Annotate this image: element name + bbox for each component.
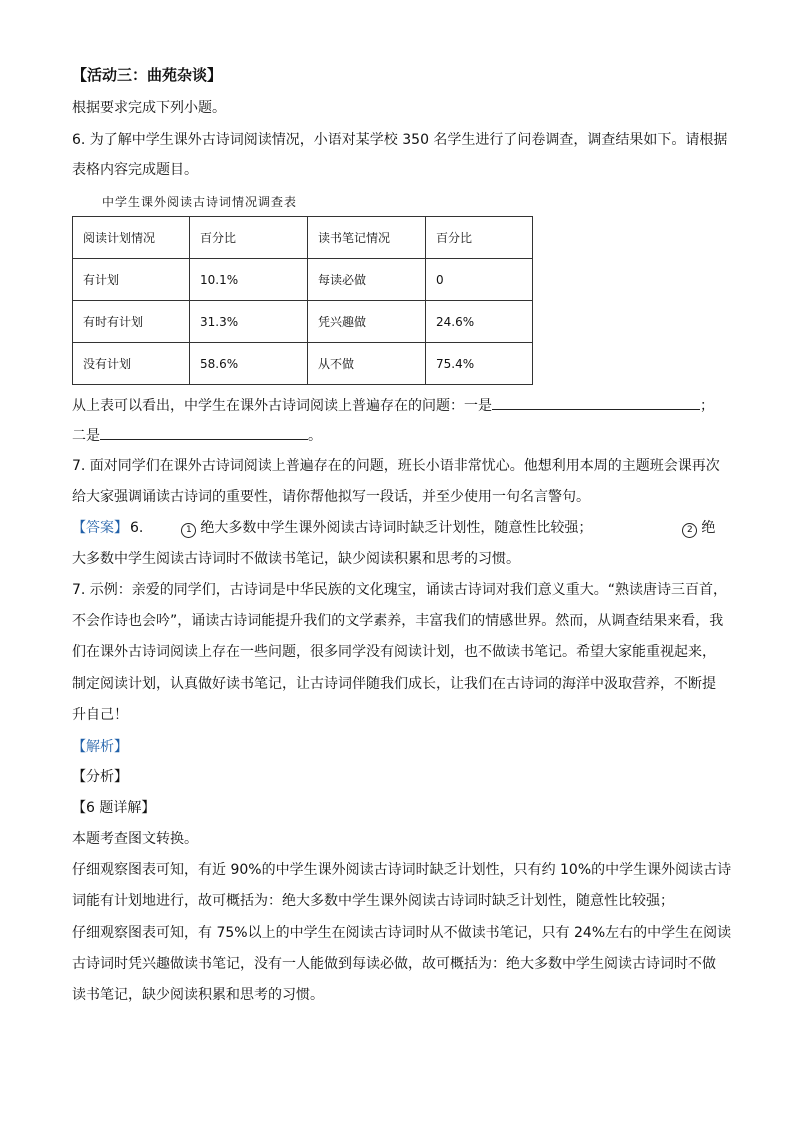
fill-blank-suffix: 。 — [308, 428, 322, 444]
table-cell: 没有计划 — [73, 343, 190, 385]
detail-line: 读书笔记，缺少阅读积累和思考的习惯。 — [72, 987, 324, 1003]
table-caption: 中学生课外阅读古诗词情况调查表 — [102, 195, 298, 209]
answer-q7-line: 7. 示例：亲爱的同学们，古诗词是中华民族的文化瑰宝，诵读古诗词对我们意义重大。“熟读唐诗三百首， — [72, 582, 728, 598]
table-header-cell: 百分比 — [426, 217, 533, 259]
table-cell: 有时有计划 — [73, 301, 190, 343]
table-cell: 24.6% — [426, 301, 533, 343]
answer-line2: 大多数中学生阅读古诗词时不做读书笔记，缺少阅读积累和思考的习惯。 — [72, 551, 520, 567]
answer-part2-start: 绝 — [701, 520, 716, 536]
instruction-text: 根据要求完成下列小题。 — [72, 100, 226, 116]
table-row — [73, 301, 533, 343]
table-cell: 从不做 — [308, 343, 426, 385]
detail-line: 仔细观察图表可知，有近 90%的中学生课外阅读古诗词时缺乏计划性，只有约 10%的中学生课外阅读古诗 — [72, 862, 732, 878]
activity-heading: 【活动三：曲苑杂谈】 — [72, 66, 223, 84]
table-header-cell: 百分比 — [190, 217, 308, 259]
table-cell: 31.3% — [190, 301, 308, 343]
table-cell: 10.1% — [190, 259, 308, 301]
survey-table — [72, 216, 533, 385]
analysis-label: 【解析】 — [72, 739, 128, 755]
fill-blank-line1 — [72, 395, 714, 415]
fenxi-label: 【分析】 — [72, 769, 128, 785]
circled-number-icon: 1 — [181, 523, 196, 538]
answer-q7-line: 升自己！ — [72, 707, 128, 723]
table-row — [73, 259, 533, 301]
fill-blank-suffix: ； — [700, 398, 714, 414]
detail-line: 古诗词时凭兴趣做读书笔记，没有一人能做到每读必做，故可概括为：绝大多数中学生阅读古诗词时不做 — [72, 956, 716, 972]
fill-blank-prefix: 二是 — [72, 428, 100, 444]
q7-text-line2: 给大家强调诵读古诗词的重要性，请你帮他拟写一段话，并至少使用一句名言警句。 — [72, 489, 590, 505]
table-header-row — [73, 217, 533, 259]
fill-blank-line2 — [72, 425, 322, 445]
table-cell: 每读必做 — [308, 259, 426, 301]
table-header-cell: 阅读计划情况 — [73, 217, 190, 259]
circled-number-icon: 2 — [682, 523, 697, 538]
table-cell: 0 — [426, 259, 533, 301]
answer-q7-line: 们在课外古诗词阅读上存在一些问题，很多同学没有阅读计划，也不做读书笔记。希望大家能重视起来， — [72, 644, 716, 660]
table-header-cell: 读书笔记情况 — [308, 217, 426, 259]
detail-line: 词能有计划地进行，故可概括为：绝大多数中学生课外阅读古诗词时缺乏计划性，随意性比较强； — [72, 893, 674, 909]
table-cell: 有计划 — [73, 259, 190, 301]
detail-label: 【6 题详解】 — [72, 800, 156, 816]
table-cell: 75.4% — [426, 343, 533, 385]
answer-label: 【答案】 — [72, 520, 128, 536]
table-cell: 58.6% — [190, 343, 308, 385]
q6-text-line1: 6. 为了解中学生课外古诗词阅读情况，小语对某学校 350 名学生进行了问卷调查，调查结果如下。请根据 — [72, 132, 728, 148]
answer-line1 — [72, 519, 715, 538]
answer-q7-line: 不会作诗也会吟”，诵读古诗词能提升我们的文学素养，丰富我们的情感世界。然而，从调查结果来看，我 — [72, 613, 724, 629]
fill-blank-prefix: 从上表可以看出，中学生在课外古诗词阅读上普遍存在的问题：一是 — [72, 398, 492, 414]
answer-blank-2[interactable] — [100, 425, 308, 440]
answer-q6-number: 6. — [130, 520, 144, 536]
table-row — [73, 343, 533, 385]
answer-q7-line: 制定阅读计划，认真做好读书笔记，让古诗词伴随我们成长，让我们在古诗词的海洋中汲取营养，不断提 — [72, 676, 716, 692]
detail-line: 仔细观察图表可知，有 75%以上的中学生在阅读古诗词时从不做读书笔记，只有 24%左右的中学生在阅读 — [72, 925, 732, 941]
q6-text-line2: 表格内容完成题目。 — [72, 162, 198, 178]
answer-blank-1[interactable] — [492, 395, 700, 410]
answer-part1: 绝大多数中学生课外阅读古诗词时缺乏计划性，随意性比较强； — [200, 520, 593, 536]
q7-text-line1: 7. 面对同学们在课外古诗词阅读上普遍存在的问题，班长小语非常忧心。他想利用本周的主题班会课再次 — [72, 458, 720, 474]
table-cell: 凭兴趣做 — [308, 301, 426, 343]
detail-line: 本题考查图文转换。 — [72, 831, 198, 847]
